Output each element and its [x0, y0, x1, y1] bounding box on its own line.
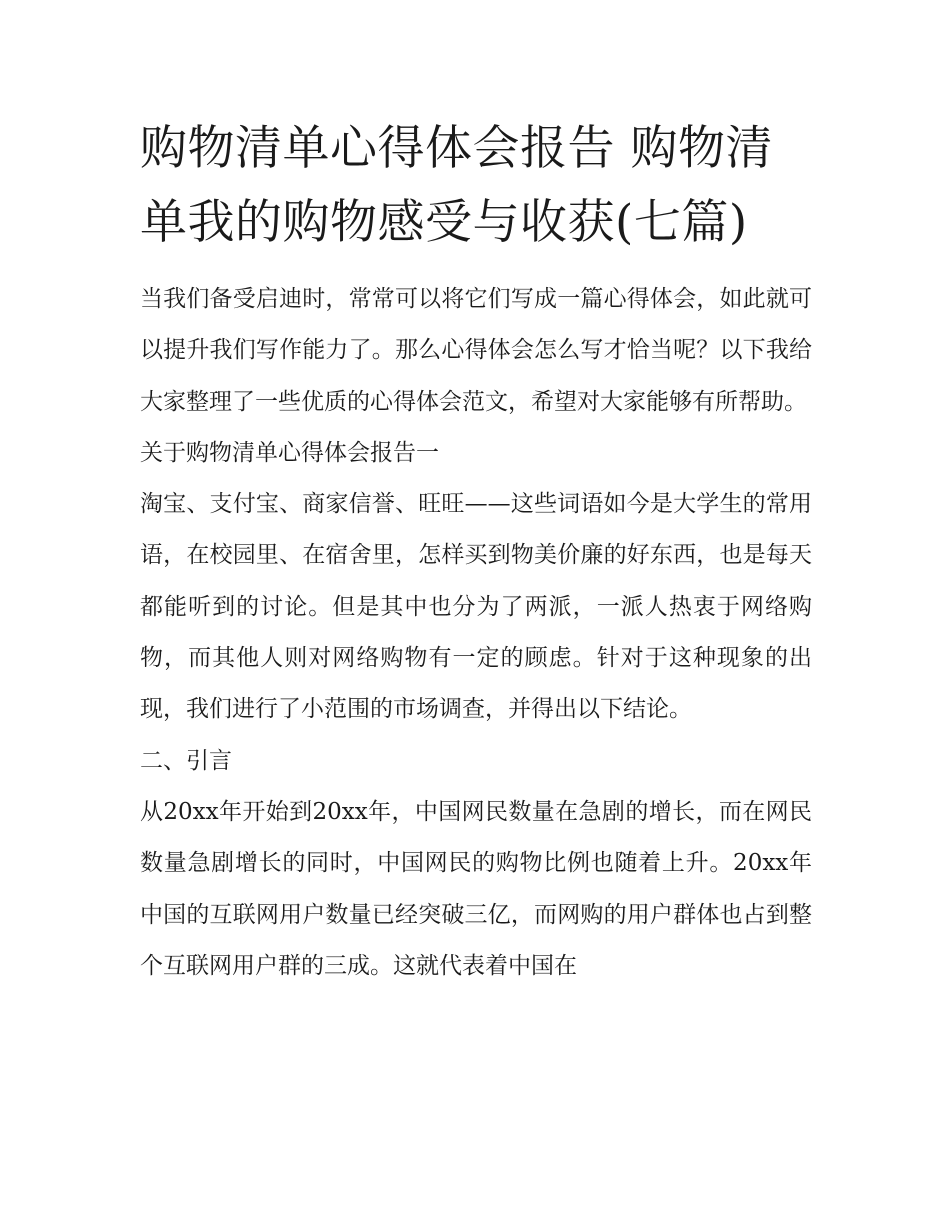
intro-paragraph: 当我们备受启迪时，常常可以将它们写成一篇心得体会，如此就可以提升我们写作能力了。那么心得体会怎么写才恰当呢？以下我给大家整理了一些优质的心得体会范文，希望对大家能够有所帮助。: [140, 286, 812, 415]
section-heading-report-one: 关于购物清单心得体会报告一: [140, 439, 439, 466]
section-heading-introduction: 二、引言: [140, 747, 232, 774]
document-title: 购物清单心得体会报告 购物清单我的购物感受与收获(七篇): [140, 121, 773, 250]
body-paragraph: 淘宝、支付宝、商家信誉、旺旺——这些词语如今是大学生的常用语，在校园里、在宿舍里，怎样买到物美价廉的好东西，也是每天都能听到的讨论。但是其中也分为了两派，一派人热衷于网络购物，而其他人则对网络购物有一定的顾虑。针对于这种现象的出现，我们进行了小范围的市场调查，并得出以下结论。: [140, 491, 812, 723]
document-page: [140, 112, 812, 992]
body-paragraph: 从20xx年开始到20xx年，中国网民数量在急剧的增长，而在网民数量急剧增长的同时，中国网民的购物比例也随着上升。20xx年中国的互联网用户数量已经突破三亿，而网购的用户群体也占到整个互联网用户群的三成。这就代表着中国在: [140, 798, 812, 979]
